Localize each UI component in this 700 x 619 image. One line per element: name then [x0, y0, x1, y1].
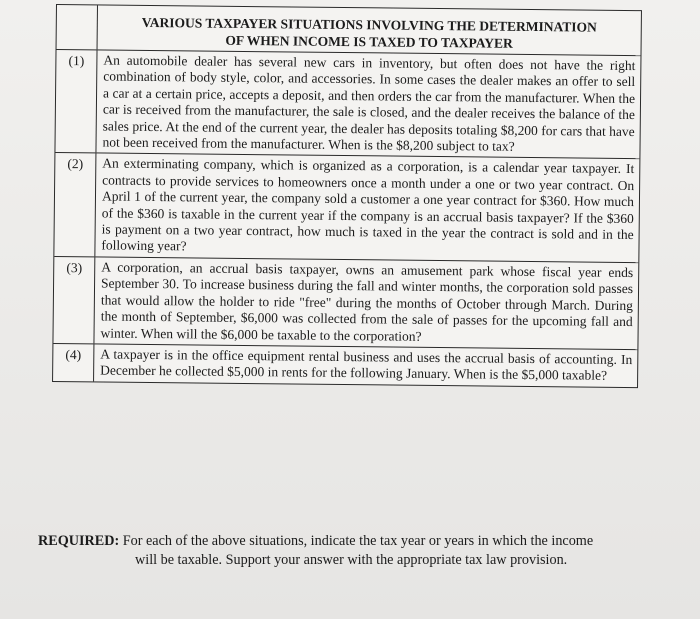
- row-text: An automobile dealer has several new cars in inventory, but often does not have the right combination of body style, color, and accessories. In some cases the dealer makes an offer to sell a car at a certain price, accepts a deposit, and then orders the car from the manufacturer. When the car is received from the manufacturer, the sale is closed, and the dealer receives the balance of the sales price. At the end of the current year, the dealer has deposits totaling $8,200 for cars that have not been received from the manufacturer. When is the $8,200 subject to tax?: [102, 52, 636, 154]
- table-row: [53, 343, 637, 387]
- table-title-line1: VARIOUS TAXPAYER SITUATIONS INVOLVING THE DETERMINATION: [141, 14, 597, 35]
- required-line2: will be taxable. Support your answer with the appropriate tax law provision.: [135, 552, 568, 568]
- required-instructions: [38, 532, 668, 570]
- row-text: A corporation, an accrual basis taxpayer, owns an amusement park whose fiscal year ends September 30. To increase business during the fall and winter months, the corporation sold passes that would allow the holder to ride "free" during the months of October through March. During the month of September, $6,000 was collected from the sale of passes for the upcoming fall and winter. When will the $6,000 be taxable to the corporation?: [100, 259, 634, 344]
- row-text: An exterminating company, which is organized as a corporation, is a calendar year taxpayer. It contracts to provide services to homeowners once a month under a one or two year contract. On April 1 of the current year, the company sold a customer a one year contract for $360. How much of the $360 is taxable in the current year if the company is an accrual basis taxpayer? If the $360 is payment on a two year contract, how much is taxed in the year the contract is sold and in the following year?: [101, 155, 635, 254]
- header-number-cell: [57, 5, 98, 49]
- table-row: [55, 49, 640, 159]
- row-number: (1): [55, 50, 97, 153]
- required-line1: For each of the above situations, indicate the tax year or years in which the income: [122, 533, 594, 549]
- row-number: (4): [53, 344, 94, 381]
- table-row: [53, 256, 638, 349]
- row-number: (3): [53, 257, 95, 343]
- table-header-row: [57, 5, 641, 55]
- row-text: A taxpayer is in the office equipment rental business and uses the accrual basis of accounting. In December he collected $5,000 in rents for the following January. When is the $5,000 taxable?: [100, 346, 633, 384]
- table-title: [98, 5, 641, 55]
- row-number: (2): [54, 153, 96, 256]
- required-label: REQUIRED:: [38, 533, 120, 549]
- situations-table: [52, 4, 642, 388]
- table-row: [54, 152, 639, 262]
- table-title-line2: OF WHEN INCOME IS TAXED TO TAXPAYER: [225, 32, 513, 51]
